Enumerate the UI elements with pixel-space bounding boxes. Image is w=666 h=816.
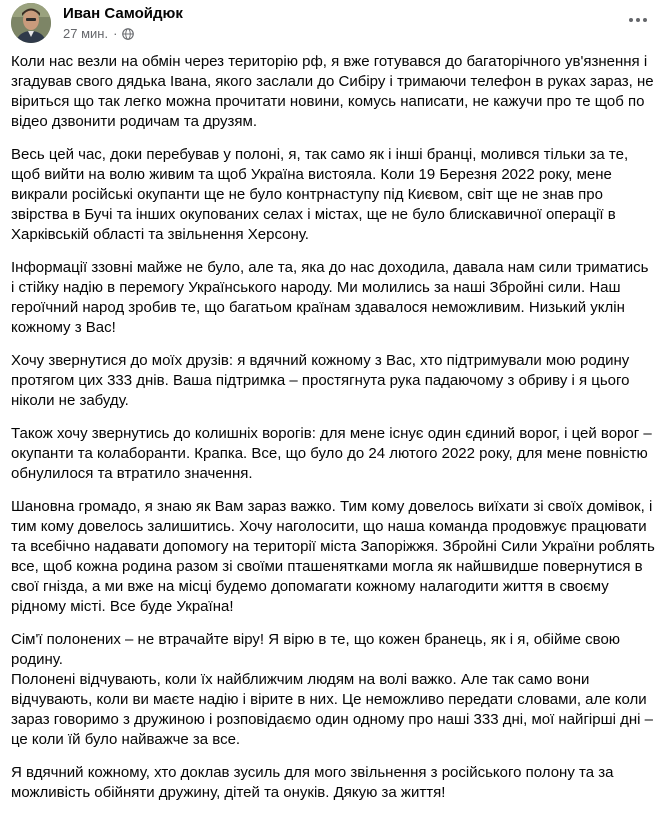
post-paragraph: Інформації ззовні майже не було, але та, яка до нас доходила, давала нам сили триматись і стійку надію в перемогу Українського народу. Ми молились за наші Збройні сили. Наш героїчний народ зробив те, що багатьом країнам здавалося неможливим. Низький уклін кожному з Вас! — [11, 259, 649, 336]
avatar[interactable] — [11, 3, 51, 43]
post-paragraph: Я вдячний кожному, хто доклав зусиль для мого звільнення з російського полону та за можливість обійняти дружину, дітей та онуків. Дякую за життя! — [11, 764, 614, 801]
author-name[interactable]: Иван Самойдюк — [63, 5, 183, 22]
post-paragraph: Сім'ї полонених – не втрачайте віру! Я вірю в те, що кожен бранець, як і я, обійме свою родину. — [11, 631, 621, 668]
post-paragraph: Шановна громадо, я знаю як Вам зараз важко. Тим кому довелось виїхати зі своїх домівок, і тим кому довелось залишитись. Хочу наголосити, що наша команда продовжує працювати та всебічно надавати допомогу на території міста Запоріжжя. Збройні Сили України роблять все, щоб кожна родина разом зі своїми пташенятками могла як найшвидше повернутися в свої гнізда, а ми вже на місці будемо допомагати кожному налагодити життя в своєму рідному місті. Все буде Україна! — [11, 498, 655, 615]
post-paragraph: Також хочу звернутись до колишніх ворогів: для мене існує один єдиний ворог, і цей ворог – окупанти та колаборанти. Крапка. Все, що було до 24 лютого 2022 року, для мене повністю обнулилося та втратило значення. — [11, 425, 652, 482]
meta-separator: · — [113, 26, 118, 41]
post-paragraph: Коли нас везли на обмін через територію рф, я вже готувався до багаторічного ув'язнення і згадував свого дядька Івана, якого заслали до Сибіру і тримаючи телефон в руках зараз, не віриться що так легко можна прочитати новини, комусь написати, не кажучи про те щоб по відео дзвонити родичам та друзям. — [11, 53, 654, 130]
post-header — [0, 0, 666, 52]
post-text — [11, 52, 655, 816]
post-timestamp[interactable]: 27 мин. — [63, 26, 109, 41]
post-paragraph: Полонені відчувають, коли їх найближчим людям на волі важко. Але так само вони відчувають, коли ви маєте надію і вірите в них. Це неможливо передати словами, але коли зараз говоримо з дружиною і розповідаємо один одному про наші 333 дні, мої найгірші дні – це коли їй було найважче за все. — [11, 671, 653, 748]
globe-icon[interactable] — [122, 28, 134, 40]
post-meta — [63, 26, 134, 41]
more-options-button[interactable] — [622, 8, 654, 32]
more-options-icon — [629, 18, 633, 22]
post-paragraph: Весь цей час, доки перебував у полоні, я, так само як і інші бранці, молився тільки за те, щоб вийти на волю живим та щоб Україна вистояла. Коли 19 Березня 2022 року, мене викрали російські окупанти ще не було контрнаступу під Києвом, світ ще не знав про звірства в Бучі та інших окупованих селах і містах, ще не було блискавичної операції в Харківській області та звільнення Херсону. — [11, 146, 629, 243]
avatar-photo — [11, 3, 51, 43]
post-paragraph: Хочу звернутися до моїх друзів: я вдячний кожному з Вас, хто підтримували мою родину протягом цих 333 днів. Ваша підтримка – простягнута рука падаючому з обриву і я цього ніколи не забуду. — [11, 352, 630, 409]
